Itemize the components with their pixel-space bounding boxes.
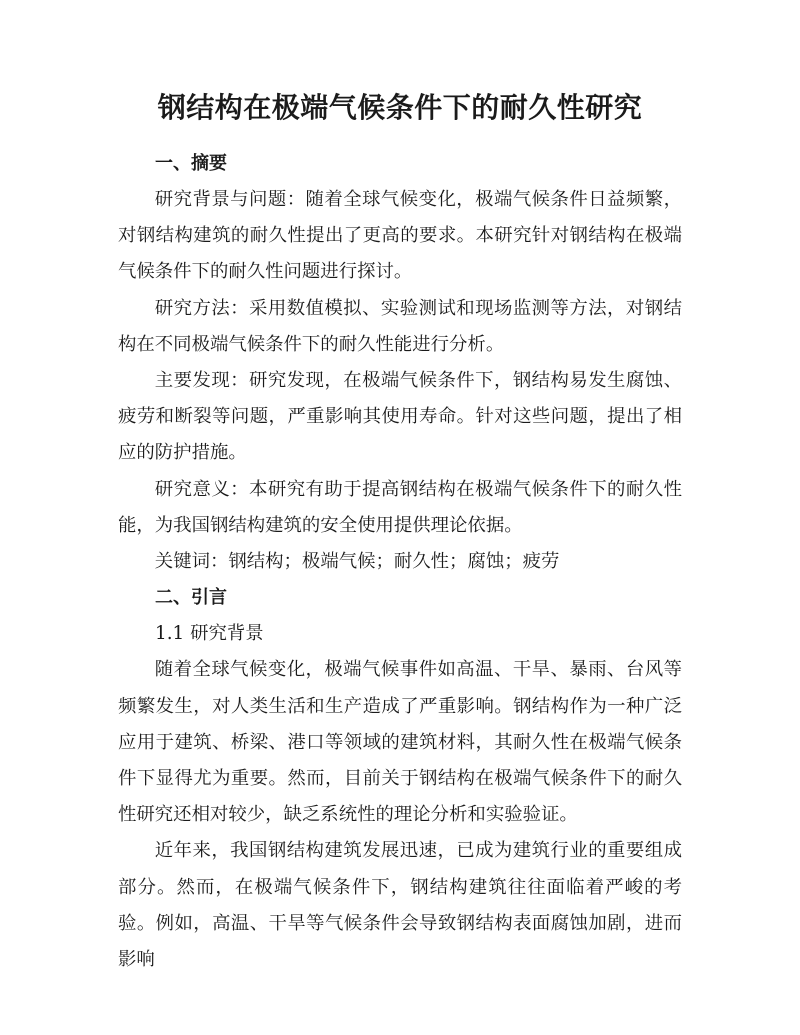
introduction-heading: 二、引言 bbox=[155, 587, 227, 609]
abstract-findings-paragraph: 主要发现：研究发现，在极端气候条件下，钢结构易发生腐蚀、疲劳和断裂等问题，严重影响其使用寿命。针对这些问题，提出了相应的防护措施。 bbox=[118, 370, 682, 464]
keywords-line: 关键词：钢结构；极端气候；耐久性；腐蚀；疲劳 bbox=[154, 551, 560, 573]
abstract-background-paragraph: 研究背景与问题：随着全球气候变化，极端气候条件日益频繁，对钢结构建筑的耐久性提出了更高的要求。本研究针对钢结构在极端气候条件下的耐久性问题进行探讨。 bbox=[118, 189, 682, 283]
abstract-method-paragraph: 研究方法：采用数值模拟、实验测试和现场监测等方法，对钢结构在不同极端气候条件下的耐久性能进行分析。 bbox=[118, 297, 682, 355]
abstract-heading: 一、摘要 bbox=[155, 153, 227, 174]
introduction-paragraph-2: 近年来，我国钢结构建筑发展迅速，已成为建筑行业的重要组成部分。然而，在极端气候条件下，钢结构建筑往往面临着严峻的考验。例如，高温、干旱等气候条件会导致钢结构表面腐蚀加剧，进而影响 bbox=[118, 840, 682, 971]
research-background-subheading: 1.1 研究背景 bbox=[155, 623, 264, 645]
abstract-significance-paragraph: 研究意义：本研究有助于提高钢结构在极端气候条件下的耐久性能，为我国钢结构建筑的安全使用提供理论依据。 bbox=[118, 478, 682, 536]
introduction-paragraph-1: 随着全球气候变化，极端气候事件如高温、干旱、暴雨、台风等频繁发生，对人类生活和生产造成了严重影响。钢结构作为一种广泛应用于建筑、桥梁、港口等领域的建筑材料，其耐久性在极端气候条件下显得尤为重要。然而，目前关于钢结构在极端气候条件下的耐久性研究还相对较少，缺乏系统性的理论分析和实验验证。 bbox=[118, 659, 682, 826]
document-page bbox=[118, 88, 682, 978]
document-title: 钢结构在极端气候条件下的耐久性研究 bbox=[157, 91, 643, 124]
